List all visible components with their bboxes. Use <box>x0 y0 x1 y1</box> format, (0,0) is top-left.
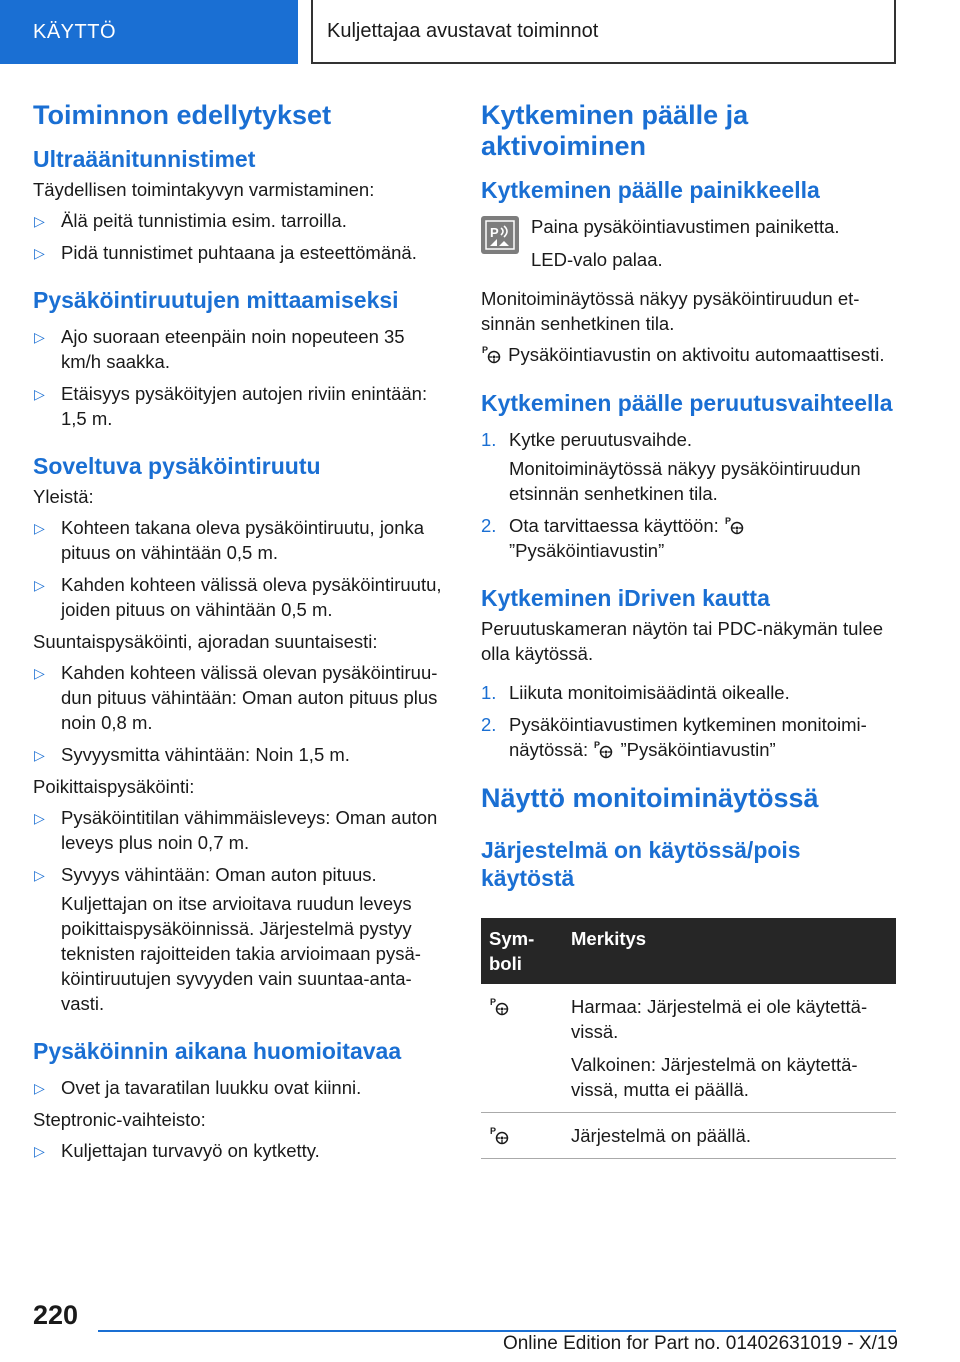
bullet-list <box>33 1075 448 1100</box>
symbol-table <box>481 918 896 1159</box>
heading-during-parking: Pysäköinnin aikana huomioitavaa <box>33 1038 402 1064</box>
footer-edition: Online Edition for Part no. 01402631019 - X/19 <box>502 1333 898 1354</box>
bullet-list <box>33 660 448 767</box>
heading-requirements: Toiminnon edellytykset <box>33 100 332 130</box>
park-assist-icon <box>489 1125 511 1145</box>
paragraph: P Pysäköintiavustin on aktivoitu automaattisesti. <box>482 344 885 365</box>
triangle-bullet-icon: ▷ <box>34 747 45 763</box>
bullet-list <box>33 324 448 431</box>
heading-suitable-space: Soveltuva pysäköintiruutu <box>33 453 321 479</box>
svg-text:P: P <box>490 225 499 240</box>
step-text: Paina pysäköintiavustimen painiketta. <box>531 216 840 237</box>
triangle-bullet-icon: ▷ <box>34 1080 45 1096</box>
svg-text:P: P <box>490 1126 497 1136</box>
triangle-bullet-icon: ▷ <box>34 1143 45 1159</box>
numbered-list <box>481 513 896 563</box>
list-item: ▷ Pysäköintitilan vähimmäisleveys: Oman auton leveys plus noin 0,7 m. <box>34 807 438 853</box>
step-text: LED-valo palaa. <box>531 249 663 270</box>
triangle-bullet-icon: ▷ <box>34 665 45 681</box>
numbered-list <box>481 427 896 452</box>
paragraph: Täydellisen toimintakyvyn varmistaminen: <box>33 179 375 200</box>
list-item: ▷ Älä peitä tunnistimia esim. tarroilla. <box>33 208 448 233</box>
svg-text:P: P <box>482 345 489 355</box>
heading-ultrasonic-sensors: Ultraäänitunnistimet <box>33 146 256 172</box>
bullet-list <box>33 208 448 265</box>
list-item: ▷ Kohteen takana oleva pysäköintiruutu, jonka pituus on vähintään 0,5 m. <box>34 517 425 563</box>
triangle-bullet-icon: ▷ <box>34 577 45 593</box>
list-item: ▷ Ajo suoraan eteenpäin noin nopeuteen 35 km/h saakka. <box>34 326 405 372</box>
list-item: ▷ Syvyysmitta vähintään: Noin 1,5 m. <box>33 742 448 767</box>
column-header-meaning: Merkitys <box>563 918 896 984</box>
table-row <box>481 1113 896 1159</box>
table-row <box>481 984 896 1113</box>
note-paragraph: Kuljettajan on itse arvioitava ruudun leveys poikittaispysäköinnissä. Järjestelmä pystyy teknisten rajoitteiden takia arvioimaan pysäköintiruutujen syvyyden vain suuntaa-antavasti. <box>61 893 421 1014</box>
list-item: ▷ Syvyys vähintään: Oman auton pituus. <box>33 862 448 887</box>
park-assist-icon <box>481 344 503 364</box>
table-header-row <box>481 918 896 984</box>
park-assist-icon <box>489 996 511 1016</box>
triangle-bullet-icon: ▷ <box>34 213 45 229</box>
triangle-bullet-icon: ▷ <box>34 867 45 883</box>
bullet-list <box>33 1138 448 1163</box>
heading-system-status: Järjestelmä on käytössä/pois käytöstä <box>481 837 801 891</box>
parking-button-icon <box>481 216 519 254</box>
svg-text:P: P <box>724 516 731 526</box>
sub-paragraph: Monitoiminäytössä näkyy pysäköintiruudun etsinnän senhetkinen tila. <box>509 458 861 504</box>
triangle-bullet-icon: ▷ <box>34 329 45 345</box>
paragraph: Suuntaispysäköinti, ajoradan suuntaisesti: <box>33 631 378 652</box>
park-assist-icon <box>593 739 615 759</box>
heading-activate-button: Kytkeminen päälle painikkeella <box>481 177 820 203</box>
left-column <box>33 100 448 1170</box>
chapter-title: Kuljettajaa avustavat toiminnot <box>311 0 896 64</box>
list-item: ▷ Kuljettajan turvavyö on kytketty. <box>33 1138 448 1163</box>
triangle-bullet-icon: ▷ <box>34 386 45 402</box>
heading-measuring-spaces: Pysäköintiruutujen mittaamiseksi <box>33 287 399 313</box>
heading-activate-reverse: Kytkeminen päälle peruutusvaihteella <box>481 390 893 416</box>
list-item: 1. Liikuta monitoimisäädintä oikealle. <box>481 682 790 703</box>
symbol-cell <box>481 984 563 1113</box>
meaning-cell: Järjestelmä on päällä. <box>563 1113 896 1159</box>
meaning-cell: Harmaa: Järjestelmä ei ole käytettävissä. Valkoinen: Järjestelmä on käytettävissä, mutta ei päällä. <box>563 984 896 1113</box>
paragraph: Monitoiminäytössä näkyy pysäköintiruudun etsinnän senhetkinen tila. <box>481 288 860 334</box>
page-number: 220 <box>33 1300 79 1330</box>
list-item: ▷ Kahden kohteen välissä olevan pysäköintiruudun pituus vähintään: Oman auton pituus plus noin 0,8 m. <box>34 662 438 733</box>
list-item: 1. Kytke peruutusvaihde. <box>481 429 693 450</box>
triangle-bullet-icon: ▷ <box>34 245 45 261</box>
list-item: 2. Pysäköintiavustimen kytkeminen monitoiminäytössä: P ”Pysäköintiavustin” <box>481 714 867 760</box>
park-assist-icon <box>724 515 746 535</box>
triangle-bullet-icon: ▷ <box>34 520 45 536</box>
paragraph: Yleistä: <box>33 486 94 507</box>
column-header-symbol: Symboli <box>481 918 563 984</box>
heading-display: Näyttö monitoiminäytössä <box>481 783 819 813</box>
paragraph: Peruutuskameran näytön tai PDC-näkymän tulee olla käytössä. <box>481 618 884 664</box>
bullet-list <box>33 515 448 622</box>
heading-activate-idrive: Kytkeminen iDriven kautta <box>481 585 770 611</box>
list-item: ▷ Kahden kohteen välissä oleva pysäköintiruutu, joiden pituus on vähintään 0,5 m. <box>34 574 442 620</box>
bullet-list <box>33 805 448 887</box>
list-item: ▷ Pidä tunnistimet puhtaana ja esteettömänä. <box>33 240 448 265</box>
button-step <box>481 214 896 272</box>
list-item: ▷ Ovet ja tavaratilan luukku ovat kiinni. <box>33 1075 448 1100</box>
svg-text:P: P <box>594 740 601 750</box>
footer-divider <box>98 1330 896 1332</box>
svg-text:P: P <box>490 997 497 1007</box>
paragraph: Poikittaispysäköinti: <box>33 776 195 797</box>
heading-activation: Kytkeminen päälle ja aktivoiminen <box>481 100 749 161</box>
section-tab: KÄYTTÖ <box>0 0 298 64</box>
paragraph: Steptronic-vaihteisto: <box>33 1109 206 1130</box>
list-item: 2. Ota tarvittaessa käyttöön: P ”Pysäköintiavustin” <box>481 513 896 563</box>
list-item: ▷ Etäisyys pysäköityjen autojen riviin enintään: 1,5 m. <box>34 383 428 429</box>
triangle-bullet-icon: ▷ <box>34 810 45 826</box>
symbol-cell <box>481 1113 563 1159</box>
numbered-list <box>481 680 896 762</box>
right-column <box>481 100 896 1159</box>
